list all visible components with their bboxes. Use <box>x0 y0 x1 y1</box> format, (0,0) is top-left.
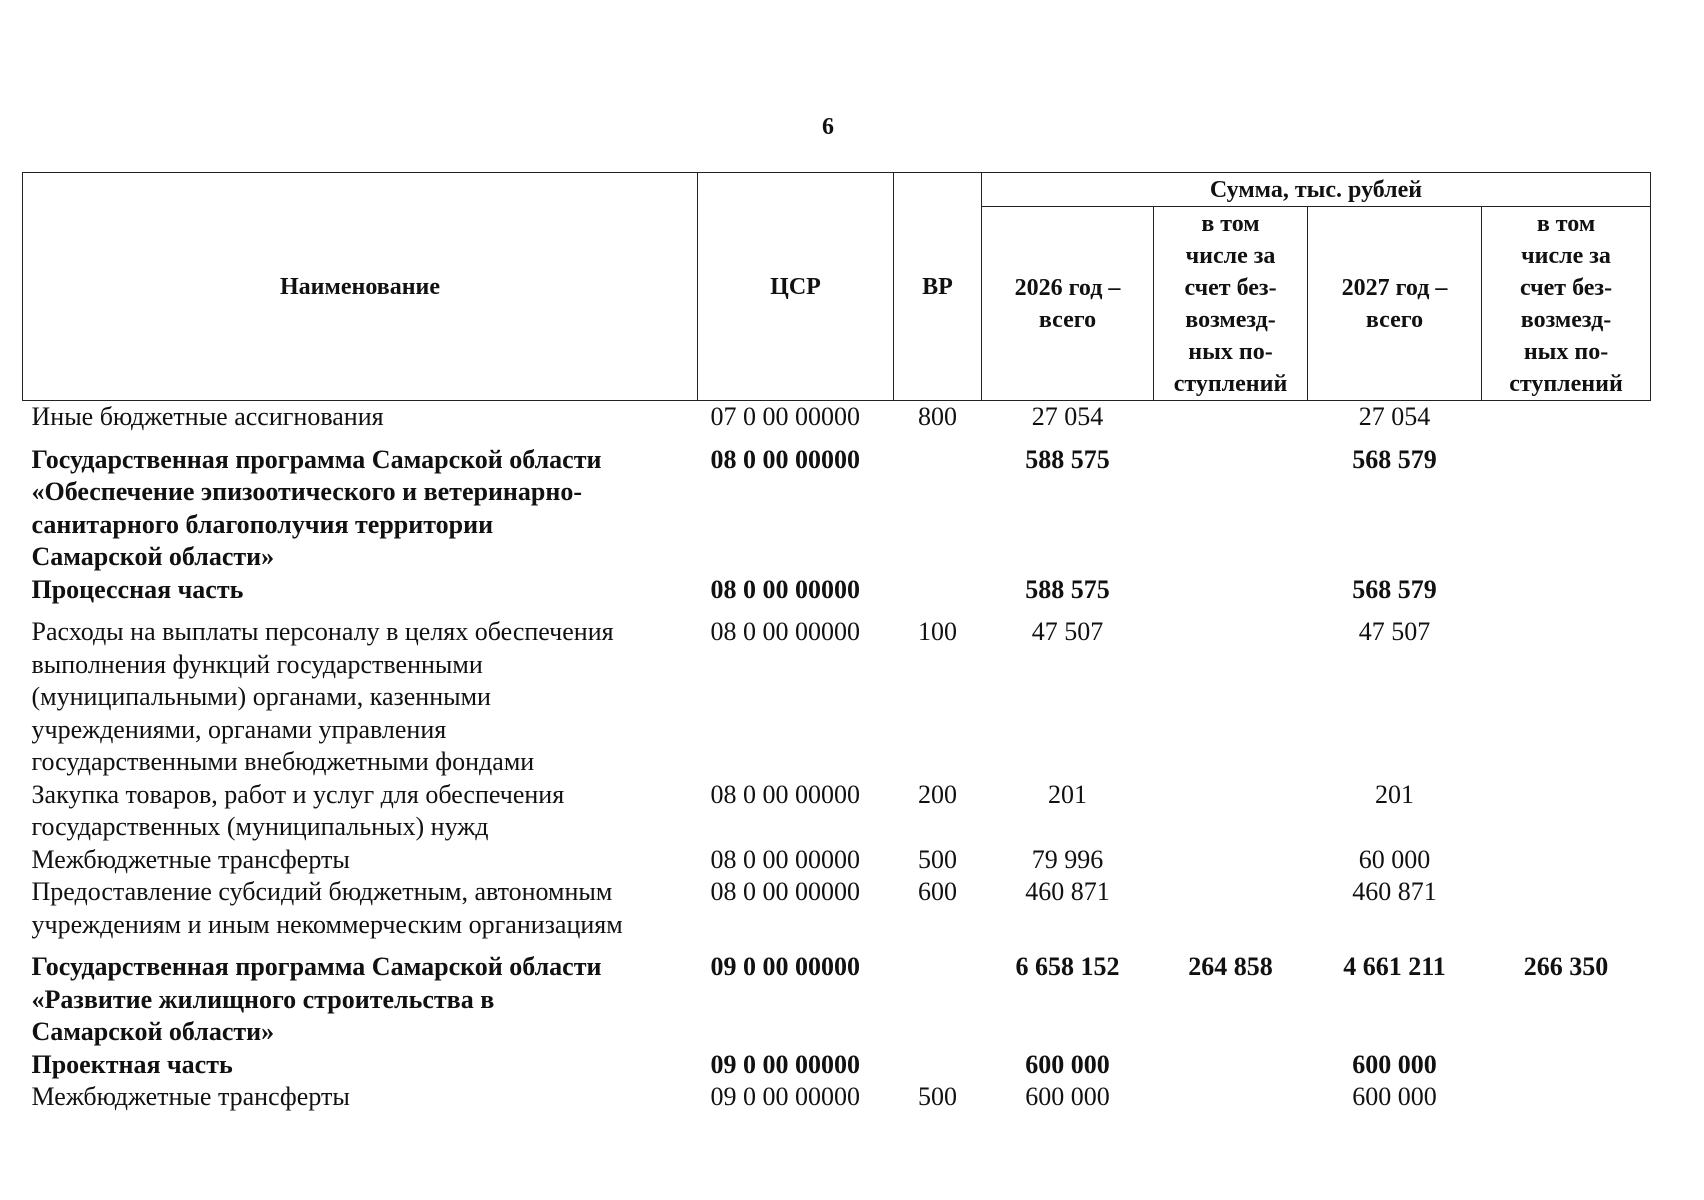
cell-csr: 08 0 00 00000 <box>710 574 860 604</box>
cell-2026-total: 588 575 <box>1025 574 1110 604</box>
header-line: возмезд- <box>1520 306 1612 333</box>
cell-2027-free <box>1482 1081 1651 1114</box>
cell-name <box>23 844 698 877</box>
header-line: ступлений <box>1173 370 1288 397</box>
name-line: учреждениям и иным некоммерческим организациям <box>31 909 623 939</box>
cell-2027-total: 600 000 <box>1352 1082 1437 1111</box>
name-line: санитарного благополучия территории <box>31 509 494 539</box>
cell-2026-free <box>1154 1049 1308 1082</box>
cell-2027-total: 600 000 <box>1352 1049 1437 1079</box>
name-line: Закупка товаров, работ и услуг для обеспечения <box>31 779 565 809</box>
table-row <box>23 844 1651 877</box>
name-line: Проектная часть <box>31 1049 233 1079</box>
cell-2026-total: 27 054 <box>1031 402 1104 431</box>
table-row <box>23 941 1651 1049</box>
cell-2027-free <box>1482 434 1651 574</box>
column-header-2027-total <box>1308 207 1482 401</box>
name-line: Процессная часть <box>31 574 244 604</box>
cell-name <box>23 574 698 607</box>
cell-vr: 600 <box>918 877 957 906</box>
cell-vr <box>894 574 982 607</box>
cell-2027-total: 460 871 <box>1352 877 1437 906</box>
cell-2026-free <box>1154 434 1308 574</box>
header-line: 2027 год – <box>1341 274 1448 301</box>
cell-2027-free <box>1482 844 1651 877</box>
cell-2026-total: 6 658 152 <box>1015 952 1120 981</box>
cell-2026-total: 600 000 <box>1025 1049 1110 1079</box>
cell-name <box>23 1049 698 1082</box>
header-line: числе за <box>1521 242 1611 269</box>
cell-csr: 08 0 00 00000 <box>710 779 860 809</box>
cell-2027-free <box>1482 1049 1651 1082</box>
cell-csr: 08 0 00 00000 <box>710 617 860 646</box>
cell-csr: 08 0 00 00000 <box>710 877 860 906</box>
table-header <box>23 173 1651 401</box>
header-line: возмезд- <box>1185 306 1276 333</box>
cell-2026-free <box>1154 779 1308 844</box>
name-line: Государственная программа Самарской области <box>31 952 602 981</box>
cell-name <box>23 434 698 574</box>
cell-name <box>23 401 698 434</box>
table-row <box>23 1081 1651 1114</box>
cell-name <box>23 606 698 779</box>
cell-2027-free <box>1482 574 1651 607</box>
cell-2027-free <box>1482 606 1651 779</box>
cell-2026-free <box>1154 1081 1308 1114</box>
table-row <box>23 434 1651 574</box>
cell-2027-free <box>1482 401 1651 434</box>
name-line: «Обеспечение эпизоотического и ветеринарно- <box>31 477 583 506</box>
cell-csr: 08 0 00 00000 <box>710 444 860 474</box>
column-header-sum-group: Сумма, тыс. рублей <box>982 173 1651 207</box>
cell-vr <box>894 434 982 574</box>
header-line: числе за <box>1185 242 1276 269</box>
cell-name <box>23 941 698 1049</box>
cell-csr: 08 0 00 00000 <box>710 844 860 874</box>
header-line: всего <box>1038 306 1097 333</box>
cell-2027-total: 27 054 <box>1358 402 1431 431</box>
name-line: Самарской области» <box>31 542 275 571</box>
cell-2026-free <box>1154 876 1308 941</box>
cell-2026-total: 201 <box>1048 779 1087 809</box>
table-row <box>23 779 1651 844</box>
name-line: Предоставление субсидий бюджетным, автономным <box>31 877 613 906</box>
name-line: Межбюджетные трансферты <box>31 844 350 874</box>
table-body <box>23 401 1651 1114</box>
column-header-2026-free <box>1154 207 1308 401</box>
cell-vr: 800 <box>918 402 957 431</box>
column-header-name: Наименование <box>23 173 698 401</box>
cell-2027-total: 568 579 <box>1352 574 1437 604</box>
header-line: ступлений <box>1509 370 1623 397</box>
cell-2026-free <box>1154 844 1308 877</box>
cell-2026-total: 460 871 <box>1025 877 1110 906</box>
cell-2026-free: 264 858 <box>1188 952 1273 981</box>
cell-vr: 500 <box>918 844 957 874</box>
name-line: учреждениями, органами управления <box>31 714 447 744</box>
header-line: ных по- <box>1188 338 1273 365</box>
name-line: Самарской области» <box>31 1017 275 1046</box>
cell-csr: 09 0 00 00000 <box>710 1049 860 1079</box>
table-row <box>23 401 1651 434</box>
name-line: государственными внебюджетными фондами <box>31 747 535 776</box>
cell-name <box>23 779 698 844</box>
cell-vr: 100 <box>918 617 957 646</box>
header-line: счет без- <box>1519 274 1613 301</box>
cell-2027-free: 266 350 <box>1523 952 1609 981</box>
budget-table <box>22 172 1651 1114</box>
name-line: (муниципальными) органами, казенными <box>31 682 491 711</box>
header-line: в том <box>1536 210 1596 237</box>
page-number: 6 <box>822 114 834 140</box>
name-line: Расходы на выплаты персоналу в целях обеспечения <box>31 617 614 646</box>
cell-2026-total: 588 575 <box>1025 444 1110 474</box>
cell-vr <box>894 1049 982 1082</box>
cell-2027-total: 47 507 <box>1358 617 1431 646</box>
header-line: ных по- <box>1523 338 1609 365</box>
cell-2027-total: 4 661 211 <box>1343 952 1446 981</box>
table-row <box>23 876 1651 941</box>
header-line: в том <box>1201 210 1260 237</box>
name-line: Иные бюджетные ассигнования <box>31 402 384 431</box>
cell-2027-free <box>1482 779 1651 844</box>
header-line: всего <box>1365 306 1424 333</box>
name-line: «Развитие жилищного строительства в <box>31 984 495 1014</box>
table-row <box>23 606 1651 779</box>
cell-2026-free <box>1154 574 1308 607</box>
column-header-2027-free <box>1482 207 1651 401</box>
column-header-vr: ВР <box>894 173 982 401</box>
cell-csr: 09 0 00 00000 <box>710 952 860 981</box>
name-line: выполнения функций государственными <box>31 649 483 679</box>
cell-csr: 09 0 00 00000 <box>710 1082 860 1111</box>
cell-name <box>23 1081 698 1114</box>
cell-csr: 07 0 00 00000 <box>710 402 860 431</box>
cell-vr: 500 <box>918 1082 957 1111</box>
cell-2026-free <box>1154 606 1308 779</box>
cell-2027-total: 568 579 <box>1352 444 1437 474</box>
cell-name <box>23 876 698 941</box>
name-line: Государственная программа Самарской области <box>31 444 602 474</box>
cell-vr: 200 <box>918 779 957 809</box>
cell-2027-total: 60 000 <box>1358 844 1431 874</box>
cell-2027-free <box>1482 876 1651 941</box>
column-header-2026-total <box>982 207 1154 401</box>
table-row <box>23 574 1651 607</box>
cell-2026-free <box>1154 401 1308 434</box>
header-line: счет без- <box>1184 274 1277 301</box>
cell-2026-total: 600 000 <box>1025 1082 1110 1111</box>
name-line: Межбюджетные трансферты <box>31 1082 350 1111</box>
cell-2027-total: 201 <box>1375 779 1414 809</box>
cell-2026-total: 79 996 <box>1031 844 1104 874</box>
table-row <box>23 1049 1651 1082</box>
cell-vr <box>894 941 982 1049</box>
name-line: государственных (муниципальных) нужд <box>31 812 489 841</box>
column-header-csr: ЦСР <box>698 173 894 401</box>
cell-2026-total: 47 507 <box>1031 617 1104 646</box>
header-line: 2026 год – <box>1014 274 1121 301</box>
